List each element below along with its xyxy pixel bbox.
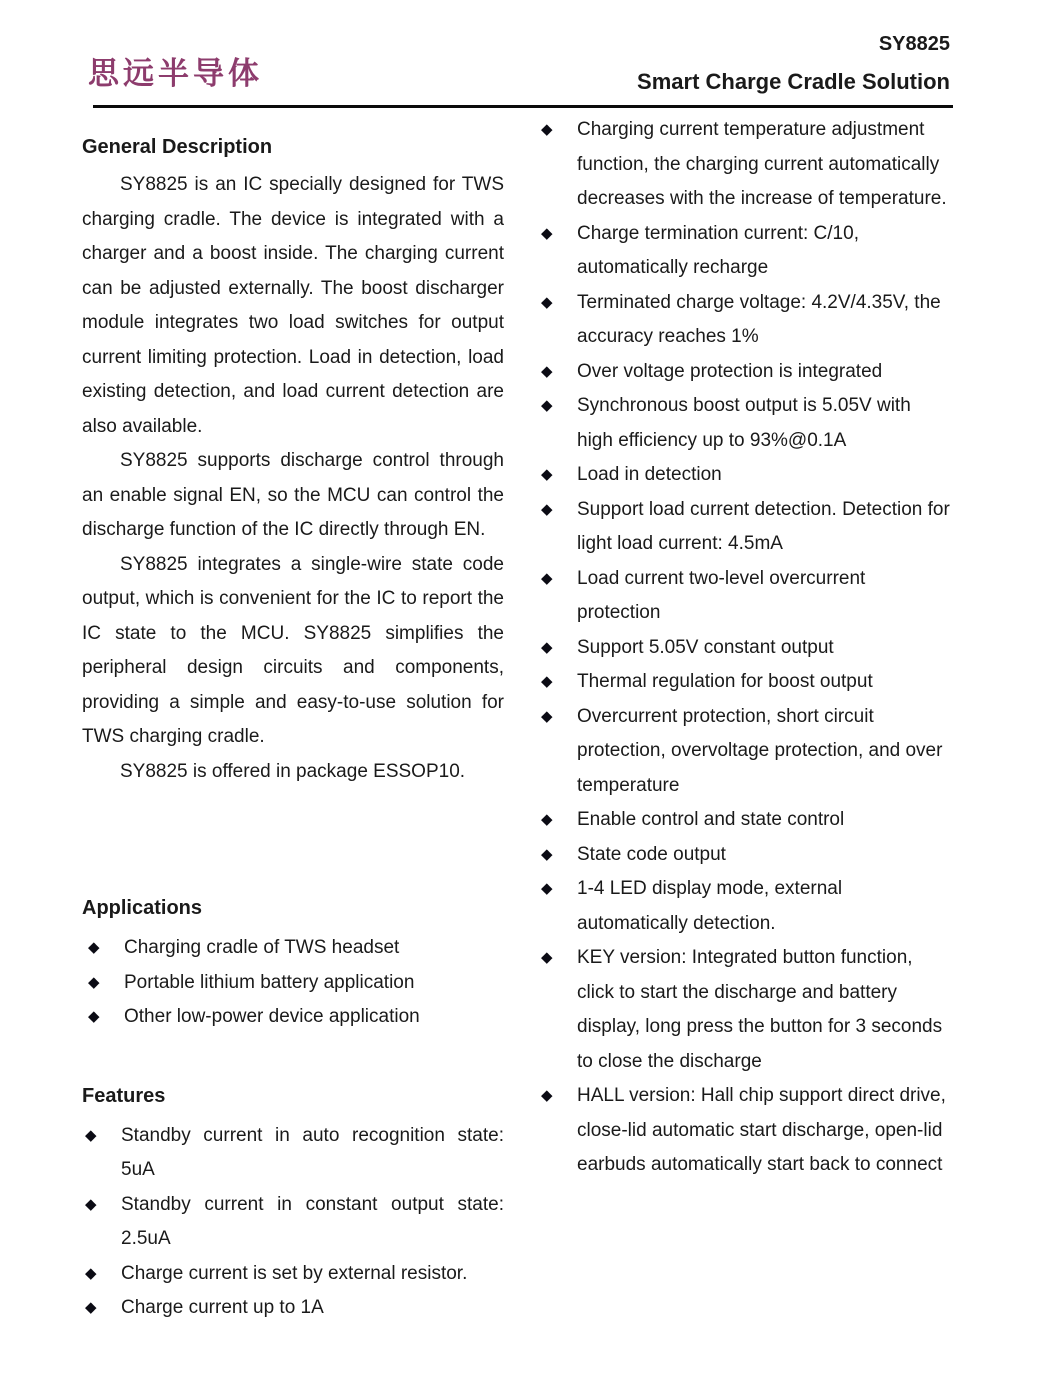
features-continued-list — [538, 113, 950, 1183]
feature-item-text: 1-4 LED display mode, external automatically detection. — [577, 878, 843, 934]
diamond-bullet-icon: ◆ — [88, 973, 100, 991]
feature-item — [538, 1079, 950, 1183]
part-number: SY8825 — [878, 33, 950, 55]
feature-item — [538, 355, 950, 390]
feature-item — [538, 803, 950, 838]
general-description-paragraphs — [82, 168, 504, 789]
applications-list — [82, 931, 504, 1035]
diamond-bullet-icon: ◆ — [85, 1299, 97, 1316]
feature-item — [538, 458, 950, 493]
application-item — [82, 931, 504, 966]
diamond-bullet-icon: ◆ — [541, 707, 553, 725]
diamond-bullet-icon: ◆ — [85, 1195, 97, 1213]
application-item — [82, 1000, 504, 1035]
feature-item-text: Support 5.05V constant output — [577, 636, 834, 658]
diamond-bullet-icon: ◆ — [541, 397, 553, 414]
feature-item — [538, 562, 950, 631]
feature-item — [82, 1119, 504, 1188]
feature-item-text: KEY version: Integrated button function, click to start the discharge and battery display, long press the button for 3 seconds to close the discharge — [577, 947, 943, 1072]
feature-item — [538, 665, 950, 700]
feature-item — [538, 700, 950, 804]
diamond-bullet-icon: ◆ — [85, 1264, 97, 1282]
content-columns — [0, 108, 1040, 1326]
diamond-bullet-icon: ◆ — [541, 121, 553, 138]
diamond-bullet-icon: ◆ — [541, 845, 553, 863]
diamond-bullet-icon: ◆ — [541, 569, 553, 587]
section-heading-features: Features — [82, 1084, 166, 1107]
application-item — [82, 966, 504, 1001]
feature-item — [82, 1291, 504, 1326]
diamond-bullet-icon: ◆ — [541, 466, 553, 483]
feature-item — [538, 838, 950, 873]
feature-item — [538, 493, 950, 562]
diamond-bullet-icon: ◆ — [541, 949, 553, 966]
feature-item-text: Load in detection — [577, 464, 722, 485]
page-header — [0, 0, 1040, 99]
description-paragraph: SY8825 integrates a single-wire state code output, which is convenient for the IC to report the IC state to the MCU. SY8825 simplifies the peripheral design circuits and components, providing a simple and easy-to-use solution for TWS charging cradle. — [82, 553, 504, 747]
description-paragraph: SY8825 supports discharge control through an enable signal EN, so the MCU can control the discharge function of the IC directly through EN. — [82, 450, 504, 540]
feature-item-text: Charge termination current: C/10, automatically recharge — [577, 222, 859, 278]
feature-item — [538, 286, 950, 355]
diamond-bullet-icon: ◆ — [85, 1126, 97, 1144]
diamond-bullet-icon: ◆ — [541, 880, 553, 897]
feature-item — [82, 1188, 504, 1257]
diamond-bullet-icon: ◆ — [541, 500, 553, 518]
diamond-bullet-icon: ◆ — [541, 811, 553, 828]
diamond-bullet-icon: ◆ — [541, 638, 553, 656]
application-item-text: Charging cradle of TWS headset — [124, 937, 400, 958]
description-paragraph: SY8825 is offered in package ESSOP10. — [120, 760, 466, 782]
application-item-text: Other low-power device application — [124, 1006, 420, 1027]
feature-item-text: Terminated charge voltage: 4.2V/4.35V, the accuracy reaches 1% — [577, 291, 941, 347]
feature-item-text: State code output — [577, 843, 726, 865]
diamond-bullet-icon: ◆ — [541, 673, 553, 690]
right-column — [538, 108, 950, 1326]
feature-item — [538, 389, 950, 458]
feature-item-text: Standby current in auto recognition state: 5uA — [121, 1124, 504, 1180]
feature-item-text: Standby current in constant output state: 2.5uA — [121, 1193, 504, 1249]
section-heading-general-description: General Description — [82, 136, 273, 158]
header-titles — [637, 34, 950, 93]
product-subtitle: Smart Charge Cradle Solution — [637, 69, 950, 94]
section-heading-applications: Applications — [82, 897, 203, 919]
feature-item-text: Thermal regulation for boost output — [577, 671, 873, 692]
description-paragraph: SY8825 is an IC specially designed for TWS charging cradle. The device is integrated with a charger and a boost inside. The charging current can be adjusted externally. The boost discharger module integrates two load switches for output current limiting protection. Load in detection, load existing detection, and load current detection are also available. — [82, 174, 504, 437]
feature-item — [538, 941, 950, 1079]
feature-item-text: Enable control and state control — [577, 809, 845, 830]
diamond-bullet-icon: ◆ — [541, 1087, 553, 1104]
feature-item — [538, 631, 950, 666]
feature-item-text: HALL version: Hall chip support direct drive, close-lid automatic start discharge, open-lid earbuds automatically start back to connect — [577, 1085, 946, 1175]
feature-item-text: Overcurrent protection, short circuit protection, overvoltage protection, and over temperature — [577, 705, 943, 796]
feature-item-text: Over voltage protection is integrated — [577, 360, 883, 382]
left-column — [82, 108, 504, 1326]
diamond-bullet-icon: ◆ — [541, 293, 553, 311]
feature-item-text: Charge current is set by external resistor. — [121, 1262, 468, 1284]
feature-item — [538, 872, 950, 941]
feature-item-text: Support load current detection. Detection for light load current: 4.5mA — [577, 498, 950, 554]
diamond-bullet-icon: ◆ — [88, 939, 100, 956]
company-logo: 思远半导体 — [88, 55, 263, 91]
diamond-bullet-icon: ◆ — [541, 224, 553, 242]
diamond-bullet-icon: ◆ — [88, 1008, 100, 1025]
feature-item-text: Charge current up to 1A — [121, 1297, 324, 1318]
feature-item-text: Synchronous boost output is 5.05V with high efficiency up to 93%@0.1A — [577, 395, 911, 451]
feature-item — [82, 1257, 504, 1292]
features-list — [82, 1119, 504, 1326]
feature-item — [538, 113, 950, 217]
feature-item — [538, 217, 950, 286]
feature-item-text: Load current two-level overcurrent protection — [577, 567, 866, 623]
feature-item-text: Charging current temperature adjustment function, the charging current automatically decreases with the increase of temperature. — [577, 119, 947, 209]
diamond-bullet-icon: ◆ — [541, 362, 553, 380]
application-item-text: Portable lithium battery application — [124, 971, 415, 993]
